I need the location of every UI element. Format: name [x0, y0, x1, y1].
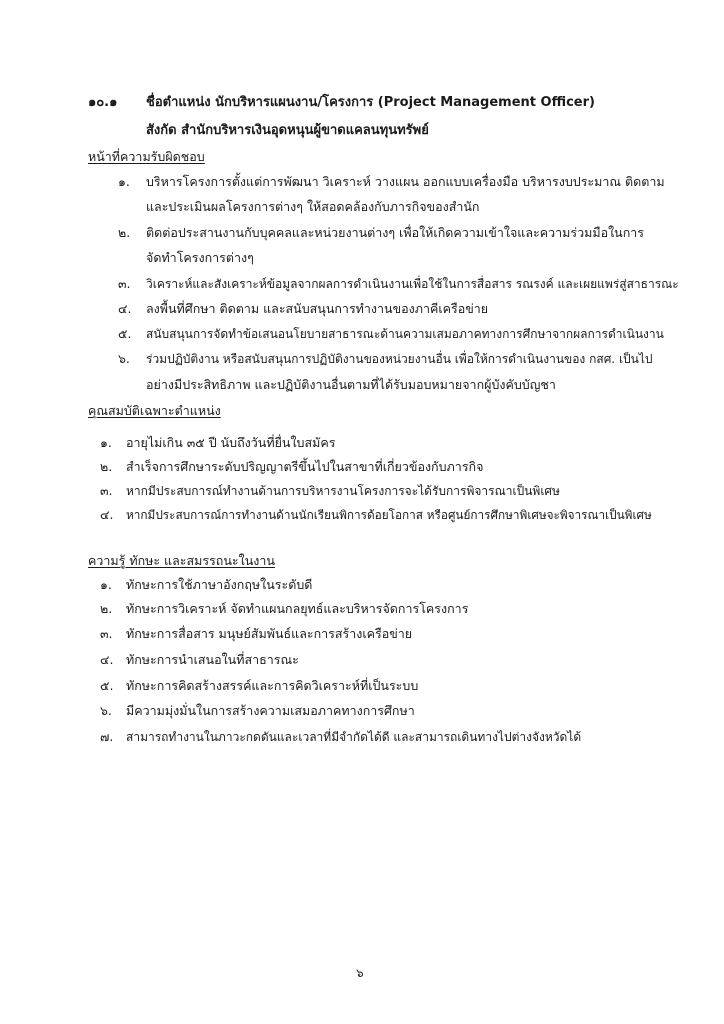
list-item-number: ๑.: [100, 435, 112, 450]
list-item-number: ๗.: [100, 729, 114, 744]
position-title: ชื่อตำแหน่ง นักบริหารแผนงาน/โครงการ (Project Management Officer): [146, 95, 595, 110]
page-number: ๖: [356, 966, 364, 980]
list-item-text: ติดต่อประสานงานกับบุคคลและหน่วยงานต่างๆ เพื่อให้เกิดความเข้าใจและความร่วมมือในการ: [146, 225, 645, 240]
list-item-text: ลงพื้นที่ศึกษา ติดตาม และสนับสนุนการทำงานของภาคีเครือข่าย: [146, 301, 489, 316]
list-item-text: อายุไม่เกิน ๓๕ ปี นับถึงวันที่ยื่นใบสมัคร: [126, 435, 336, 450]
list-item-number: ๕.: [100, 678, 114, 693]
list-item-number: ๔.: [118, 301, 132, 316]
responsibilities-heading: หน้าที่ความรับผิดชอบ: [88, 149, 205, 164]
department-line: สังกัด สำนักบริหารเงินอุดหนุนผู้ขาดแคลนทุนทรัพย์: [146, 123, 429, 138]
list-item-text: จัดทำโครงการต่างๆ: [146, 250, 254, 265]
list-item-text: ทักษะการคิดสร้างสรรค์และการคิดวิเคราะห์ที่เป็นระบบ: [126, 678, 419, 693]
list-item-text: หากมีประสบการณ์ทำงานด้านการบริหารงานโครงการจะได้รับการพิจารณาเป็นพิเศษ: [126, 484, 560, 498]
list-item-number: ๓.: [100, 626, 113, 641]
list-item-text: สนับสนุนการจัดทำข้อเสนอนโยบายสาธารณะด้านความเสมอภาคทางการศึกษาจากผลการดำเนินงาน: [146, 327, 664, 341]
list-item-number: ๕.: [118, 326, 132, 341]
list-item-text: ทักษะการสื่อสาร มนุษย์สัมพันธ์และการสร้างเครือข่าย: [126, 626, 413, 641]
list-item-text: ทักษะการนำเสนอในที่สาธารณะ: [126, 652, 299, 667]
list-item-number: ๖.: [118, 351, 130, 366]
list-item-text: สามารถทำงานในภาวะกดดันและเวลาที่มีจำกัดได้ดี และสามารถเดินทางไปต่างจังหวัดได้: [126, 730, 582, 744]
list-item-text: ร่วมปฏิบัติงาน หรือสนับสนุนการปฏิบัติงานของหน่วยงานอื่น เพื่อให้การดำเนินงานของ กสศ. เป็นไป: [146, 352, 653, 366]
list-item-text: วิเคราะห์และสังเคราะห์ข้อมูลจากผลการดำเนินงานเพื่อใช้ในการสื่อสาร รณรงค์ และเผยแพร่สู่สาธารณะ: [146, 277, 679, 291]
list-item-number: ๑.: [100, 577, 112, 592]
list-item-text: บริหารโครงการตั้งแต่การพัฒนา วิเคราะห์ วางแผน ออกแบบเครื่องมือ บริหารงบประมาณ ติดตาม: [146, 174, 665, 189]
list-item-number: ๔.: [100, 652, 114, 667]
list-item-number: ๑.: [118, 174, 130, 189]
list-item-text: อย่างมีประสิทธิภาพ และปฏิบัติงานอื่นตามที่ได้รับมอบหมายจากผู้บังคับบัญชา: [146, 377, 556, 392]
qualifications-heading: คุณสมบัติเฉพาะตำแหน่ง: [88, 403, 221, 418]
list-item-number: ๒.: [100, 601, 113, 616]
list-item-number: ๓.: [118, 276, 131, 291]
list-item-text: ทักษะการใช้ภาษาอังกฤษในระดับดี: [126, 577, 313, 592]
list-item-text: ทักษะการวิเคราะห์ จัดทำแผนกลยุทธ์และบริหารจัดการโครงการ: [126, 601, 469, 616]
list-item-number: ๖.: [100, 703, 112, 718]
section-number: ๑๐.๑: [88, 95, 118, 110]
list-item-number: ๒.: [118, 225, 131, 240]
skills-heading: ความรู้ ทักษะ และสมรรถนะในงาน: [88, 553, 275, 568]
list-item-number: ๒.: [100, 459, 113, 474]
list-item-text: และประเมินผลโครงการต่างๆ ให้สอดคล้องกับภารกิจของสำนัก: [146, 199, 480, 214]
list-item-text: มีความมุ่งมั่นในการสร้างความเสมอภาคทางการศึกษา: [126, 703, 415, 718]
list-item-text: สำเร็จการศึกษาระดับปริญญาตรีขึ้นไปในสาขาที่เกี่ยวข้องกับภารกิจ: [126, 459, 484, 474]
list-item-number: ๓.: [100, 483, 113, 498]
list-item-number: ๔.: [100, 507, 114, 522]
list-item-text: หากมีประสบการณ์การทำงานด้านนักเรียนพิการด้อยโอกาส หรือศูนย์การศึกษาพิเศษจะพิจารณาเป็นพิเศษ: [126, 508, 652, 522]
